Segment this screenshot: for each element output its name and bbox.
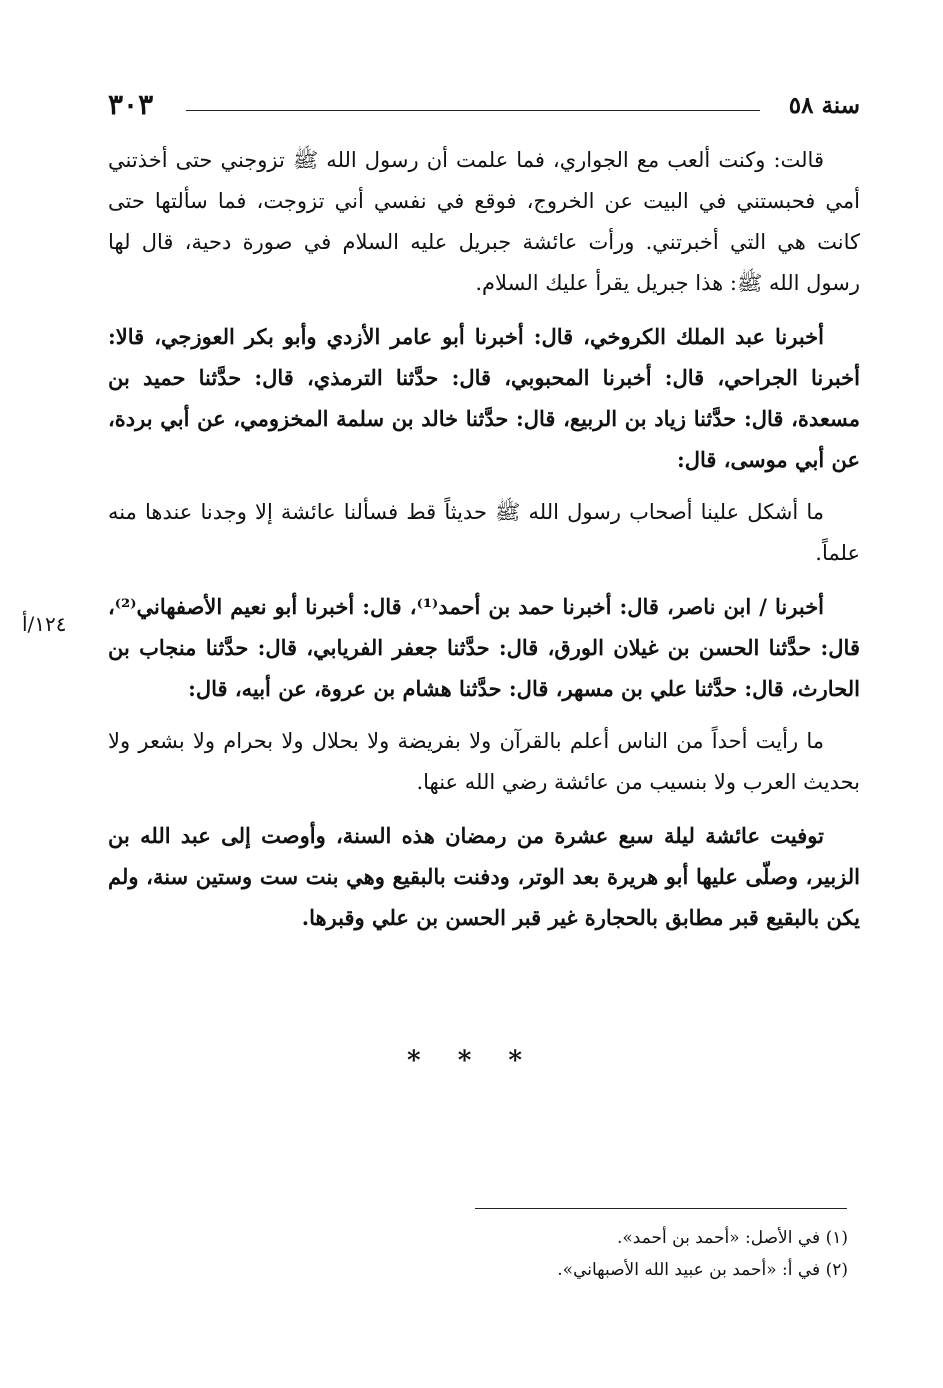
- footnotes: [300, 1222, 848, 1286]
- paragraph-2: أخبرنا عبد الملك الكروخي، قال: أخبرنا أبو عامر الأزدي وأبو بكر العوزجي، قالا: أخبرنا الجراحي، قال: أخبرنا المحبوبي، قال: حدَّثنا الترمذي، قال: حدَّثنا حميد بن مسعدة، قال: حدَّثنا زياد بن الربيع، قال: حدَّثنا خالد بن سلمة المخزومي، عن أبي بردة، عن أبي موسى، قال:: [108, 324, 860, 472]
- page-header: [108, 88, 860, 124]
- body-text: [108, 140, 860, 950]
- manuscript-folio-ref: ١٢٤/أ: [22, 612, 67, 636]
- footnote-2: (٢) في أ: «أحمد بن عبيد الله الأصبهاني».: [557, 1260, 848, 1280]
- footnote-rule: [475, 1208, 847, 1209]
- paragraph-1: قالت: وكنت ألعب مع الجواري، فما علمت أن رسول الله ﷺ تزوجني حتى أخذتني أمي فحبستني في البيت عن الخروج، فوقع في نفسي أني تزوجت، فما سألتها حتى كانت هي التي أخبرتني. ورأت عائشة جبريل عليه السلام في صورة دحية، قال لها رسول الله ﷺ: هذا جبريل يقرأ عليك السلام.: [108, 148, 860, 295]
- paragraph-5: ما رأيت أحداً من الناس أعلم بالقرآن ولا بفريضة ولا بحلال ولا بحرام ولا بشعر ولا بحديث العرب ولا بنسيب من عائشة رضي الله عنها.: [108, 729, 860, 794]
- running-head: سنة ٥٨: [788, 92, 860, 119]
- footnote-1: (١) في الأصل: «أحمد بن أحمد».: [616, 1228, 848, 1248]
- paragraph-4: أخبرنا / ابن ناصر، قال: أخبرنا حمد بن أحمد⁽¹⁾، قال: أخبرنا أبو نعيم الأصفهاني⁽²⁾، قال: حدَّثنا الحسن بن غيلان الورق، قال: حدَّثنا جعفر الفريابي، قال: حدَّثنا منجاب بن الحارث، قال: حدَّثنا علي بن مسهر، قال: حدَّثنا هشام بن عروة، عن أبيه، قال:: [108, 594, 860, 701]
- header-rule: [186, 110, 760, 111]
- paragraph-3: ما أشكل علينا أصحاب رسول الله ﷺ حديثاً قط فسألنا عائشة إلا وجدنا عندها منه علماً.: [108, 500, 860, 565]
- page-number: ٣٠٣: [108, 88, 154, 121]
- paragraph-6: توفيت عائشة ليلة سبع عشرة من رمضان هذه السنة، وأوصت إلى عبد الله بن الزبير، وصلّى عليها أبو هريرة بعد الوتر، ودفنت بالبقيع وهي بنت ست وستين سنة، ولم يكن بالبقيع قبر مطابق بالحجارة غير قبر الحسن بن علي وقبرها.: [108, 823, 860, 930]
- section-separator: * * *: [407, 1046, 536, 1076]
